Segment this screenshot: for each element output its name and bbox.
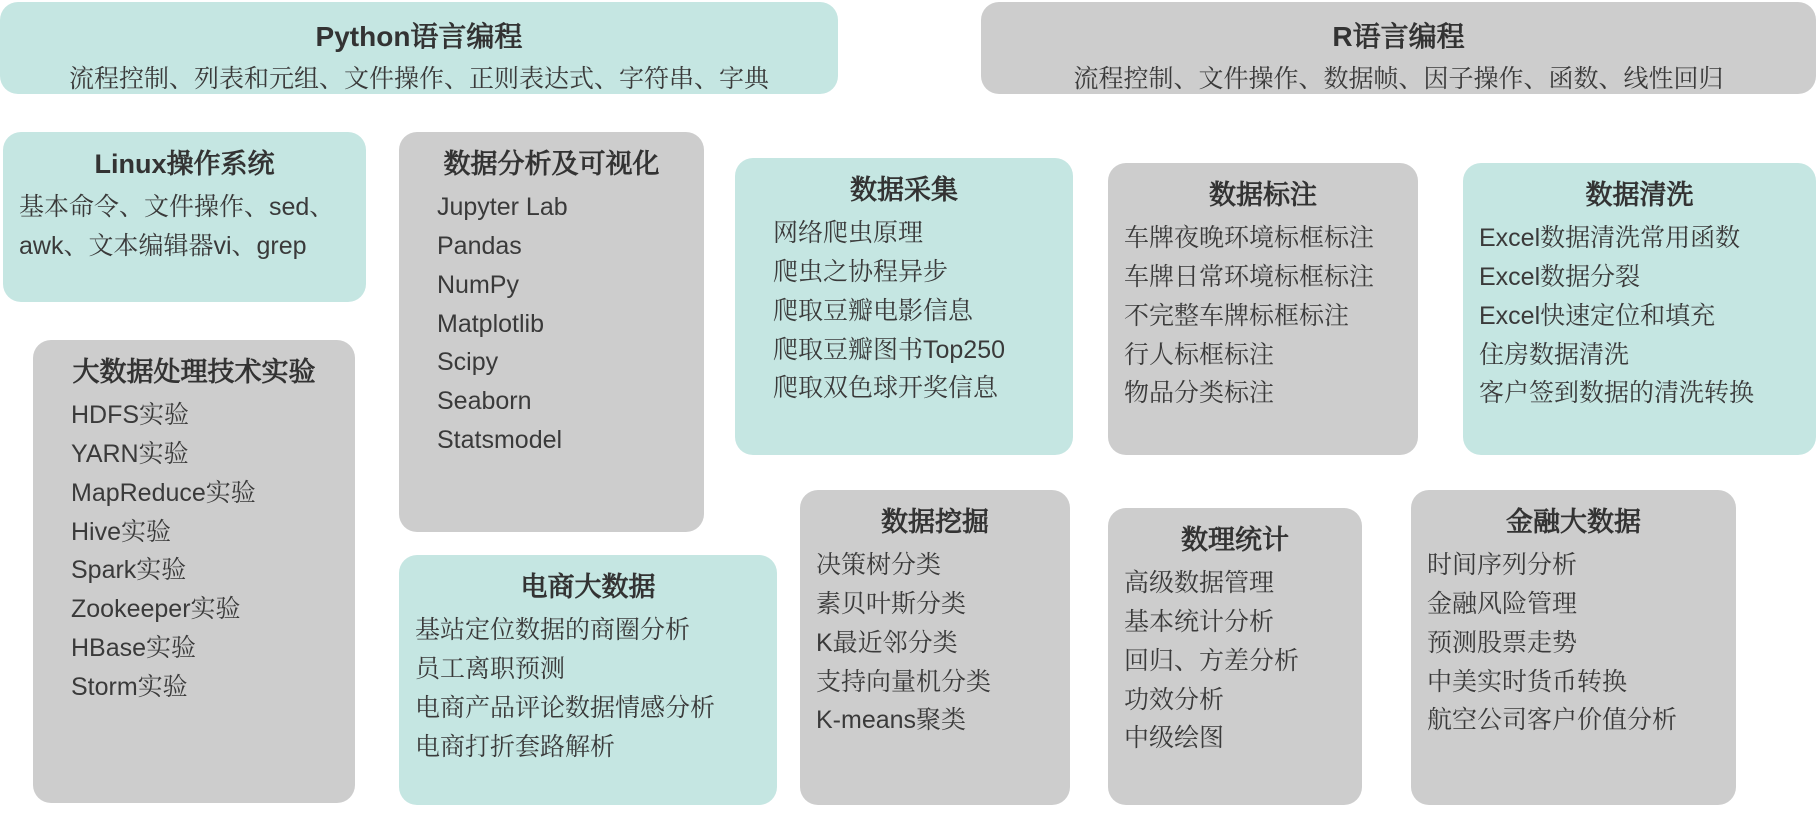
card-python [0,2,838,94]
list-item: 员工离职预测 [415,655,566,684]
list-item: 客户签到数据的清洗转换 [1479,379,1755,408]
card-bigdata-lines [49,396,339,706]
list-item: 爬虫之协程异步 [773,258,949,287]
list-item: 中级绘图 [1124,724,1225,753]
card-mining [800,490,1070,805]
list-item: 网络爬虫原理 [773,219,924,248]
list-item: 航空公司客户价值分析 [1427,706,1678,735]
card-r-title: R语言编程 [1332,21,1465,52]
list-item: 预测股票走势 [1427,628,1578,657]
list-item: Excel数据分裂 [1479,263,1641,292]
list-item: 爬取双色球开奖信息 [773,374,999,403]
list-item: Statsmodel [437,425,563,454]
card-label-title: 数据标注 [1209,180,1317,210]
card-python-title: Python语言编程 [315,21,523,52]
list-item: 车牌夜晚环境标框标注 [1124,224,1375,253]
list-item: awk、文本编辑器vi、grep [19,232,307,261]
list-item: 基本统计分析 [1124,608,1275,637]
list-item: 中美实时货币转换 [1427,667,1628,696]
list-item: Hive实验 [71,517,172,546]
card-dataviz [399,132,704,532]
list-item: Matplotlib [437,309,544,338]
card-bigdata-title: 大数据处理技术实验 [72,357,316,387]
list-item: Zookeeper实验 [71,595,241,624]
list-item: 功效分析 [1124,685,1225,714]
list-item: K-means聚类 [816,706,967,735]
card-finance-lines [1427,546,1720,740]
card-clean-lines [1479,219,1800,413]
card-finance [1411,490,1736,805]
card-label [1108,163,1418,455]
list-item: 电商产品评论数据情感分析 [415,693,716,722]
card-collect-lines [751,214,1057,408]
card-linux [3,132,366,302]
card-clean [1463,163,1816,455]
list-item: Spark实验 [71,556,187,585]
card-collect-title: 数据采集 [850,175,958,205]
list-item: Jupyter Lab [437,193,568,222]
list-item: NumPy [437,270,519,299]
list-item: 基本命令、文件操作、sed、 [19,193,335,222]
list-item: Scipy [437,348,499,377]
card-bigdata [33,340,355,803]
list-item: 物品分类标注 [1124,379,1275,408]
list-item: 不完整车牌标框标注 [1124,301,1350,330]
card-dataviz-lines [415,188,688,459]
card-python-subtitle: 流程控制、列表和元组、文件操作、正则表达式、字符串、字典 [68,64,769,93]
list-item: Storm实验 [71,672,188,701]
list-item: 爬取豆瓣图书Top250 [773,335,1006,364]
list-item: 素贝叶斯分类 [816,590,967,619]
card-ecom-lines [415,611,761,766]
card-stats-title: 数理统计 [1181,525,1289,555]
card-r [981,2,1816,94]
card-finance-title: 金融大数据 [1506,507,1641,537]
list-item: HDFS实验 [71,401,190,430]
card-ecom-title: 电商大数据 [520,572,656,602]
list-item: 时间序列分析 [1427,551,1578,580]
card-clean-title: 数据清洗 [1585,180,1694,210]
list-item: 决策树分类 [816,551,942,580]
list-item: 电商打折套路解析 [415,732,616,761]
card-stats [1108,508,1362,805]
card-collect [735,158,1073,455]
card-mining-lines [816,546,1054,740]
list-item: 住房数据清洗 [1479,340,1630,369]
card-r-subtitle: 流程控制、文件操作、数据帧、因子操作、函数、线性回归 [1073,64,1724,93]
card-dataviz-title: 数据分析及可视化 [443,149,660,179]
list-item: HBase实验 [71,633,197,662]
card-linux-title: Linux操作系统 [94,149,275,179]
list-item: MapReduce实验 [71,478,256,507]
card-ecom [399,555,777,805]
card-mining-title: 数据挖掘 [881,507,989,537]
list-item: YARN实验 [71,440,189,469]
list-item: 支持向量机分类 [816,667,992,696]
list-item: Excel数据清洗常用函数 [1479,224,1741,253]
list-item: 高级数据管理 [1124,569,1275,598]
list-item: 行人标框标注 [1124,340,1275,369]
card-label-lines [1124,219,1402,413]
list-item: 基站定位数据的商圈分析 [415,616,691,645]
list-item: Seaborn [437,387,532,416]
list-item: 爬取豆瓣电影信息 [773,296,974,325]
card-linux-lines [19,188,350,266]
list-item: Pandas [437,232,522,261]
list-item: 车牌日常环境标框标注 [1124,263,1375,292]
list-item: 金融风险管理 [1427,590,1578,619]
list-item: 回归、方差分析 [1124,646,1300,675]
list-item: K最近邻分类 [816,628,958,657]
card-stats-lines [1124,564,1346,758]
list-item: Excel快速定位和填充 [1479,301,1716,330]
